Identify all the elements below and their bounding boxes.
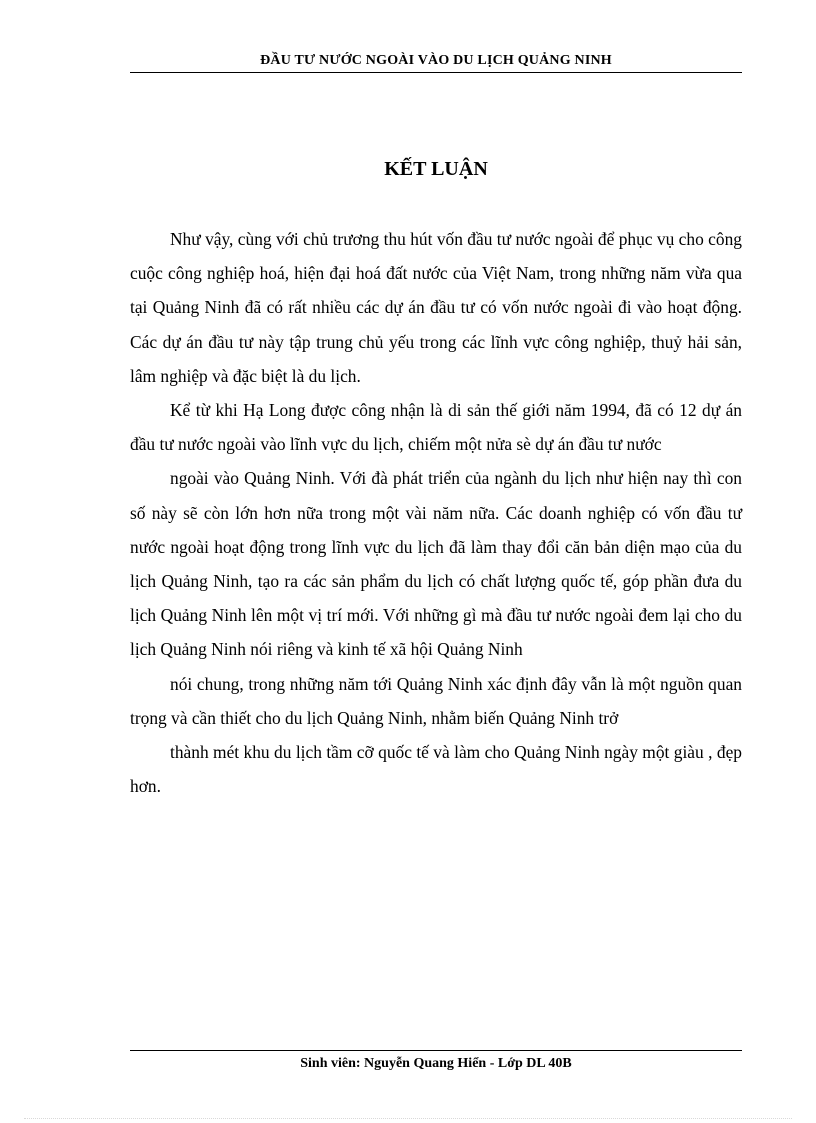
paragraph-future: nói chung, trong những năm tới Quảng Ninh xác định đây vẫn là một nguồn quan trọng và cần thiết cho du lịch Quảng Ninh, nhằm biến Quảng Ninh trở	[130, 673, 742, 728]
footer-rule	[130, 1050, 742, 1051]
paragraph-growth: ngoài vào Quảng Ninh. Với đà phát triển của ngành du lịch như hiện nay thì con số này sẽ còn lớn hơn nữa trong một vài năm nữa. Các doanh nghiệp có vốn đầu tư nước ngoài hoạt động trong lĩnh vực du lịch đã làm thay đổi căn bản diện mạo của du lịch Quảng Ninh, tạo ra các sản phẩm du lịch có chất lượng quốc tế, góp phần đưa du lịch Quảng Ninh lên một vị trí mới. Với những gì mà đầu tư nước ngoài đem lại cho du lịch Quảng Ninh nói riêng và kinh tế xã hội Quảng Ninh	[130, 468, 742, 660]
body-text	[130, 222, 742, 803]
footer-author: Sinh viên: Nguyễn Quang Hiển - Lớp DL 40B	[300, 1056, 572, 1071]
page-title: KẾT LUẬN	[384, 158, 488, 180]
paragraph-summary: Như vậy, cùng với chủ trương thu hút vốn đầu tư nước ngoài để phục vụ cho công cuộc công nghiệp hoá, hiện đại hoá đất nước của Việt Nam, trong những năm vừa qua tại Quảng Ninh đã có rất nhiều các dự án đầu tư có vốn nước ngoài đi vào hoạt động. Các dự án đầu tư này tập trung chủ yếu trong các lĩnh vực công nghiệp, thuỷ hải sản, lâm nghiệp và đặc biệt là du lịch.	[130, 229, 742, 386]
header-rule	[130, 72, 742, 73]
running-header: ĐẦU TƯ NƯỚC NGOÀI VÀO DU LỊCH QUẢNG NINH	[260, 53, 612, 68]
page-edge-divider	[24, 1118, 792, 1119]
paragraph-closing: thành mét khu du lịch tầm cỡ quốc tế và làm cho Quảng Ninh ngày một giàu , đẹp hơn.	[130, 742, 742, 797]
paragraph-tourism-projects: Kể từ khi Hạ Long được công nhận là di sản thế giới năm 1994, đã có 12 dự án đầu tư nước ngoài vào lĩnh vực du lịch, chiếm một nửa sè dự án đầu tư nước	[130, 400, 742, 455]
